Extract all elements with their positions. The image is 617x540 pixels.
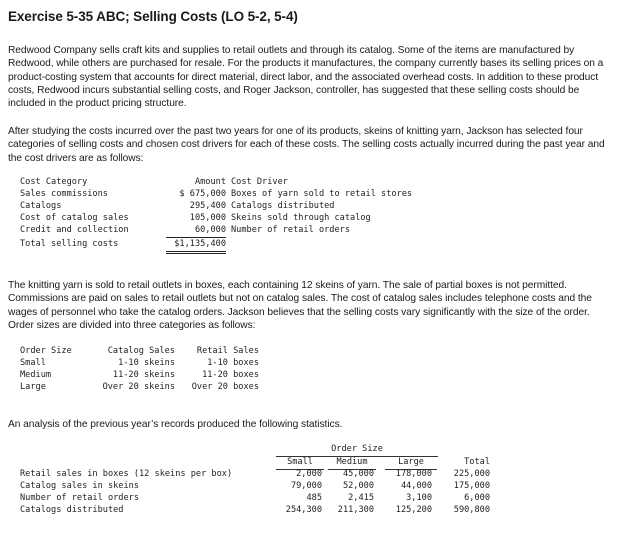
total-header: Total [464, 457, 490, 467]
stats-row-label: Retail sales in boxes (12 skeins per box) [20, 469, 233, 479]
order-size-label: Small [20, 358, 46, 368]
stats-total-value: 6,000 [464, 493, 490, 503]
cost-row-amount: $ 675,000 [179, 189, 226, 199]
cost-row-category: Sales commissions [20, 189, 108, 199]
order-size-label: Medium [20, 370, 52, 380]
retail-sales-range: Over 20 boxes [191, 382, 259, 392]
stats-total-value: 225,000 [453, 469, 490, 479]
amount-header: Amount [194, 177, 226, 187]
catalog-sales-header: Catalog Sales [107, 346, 175, 356]
cost-row-amount: 295,400 [189, 201, 226, 211]
cost-row-category: Credit and collection [20, 225, 129, 235]
small-header: Small [276, 457, 324, 470]
order-size-paragraph: The knitting yarn is sold to retail outlets in boxes, each containing 12 skeins of yarn. The sale of partial boxes is not permitted. Commissions are paid on sales to retail outlets but not on catalog sales. The cost of catalog sales includes telephone costs and the wages of personnel who take the catalog orders. Jackson believes that the selling costs vary significantly with the size of the order. Order sizes are divided into three categories as follows: [8, 280, 592, 331]
cost-row-driver: Boxes of yarn sold to retail stores [231, 189, 413, 199]
catalog-sales-range: 11-20 skeins [112, 370, 175, 380]
stats-large-value: 125,200 [395, 505, 432, 515]
cost-row-driver: Skeins sold through catalog [231, 213, 371, 223]
cost-study-paragraph: After studying the costs incurred over the past two years for one of its products, skeins of knitting yarn, Jackson has selected four categories of selling costs and chosen cost drivers for each of these costs. The selling costs actually incurred during the past year and the cost drivers are as follows: [8, 126, 605, 164]
order-size-group-header: Order Size [276, 444, 438, 457]
stats-small-value: 79,000 [290, 481, 322, 491]
stats-small-value: 485 [306, 493, 322, 503]
stats-total-value: 590,800 [453, 505, 490, 515]
total-cost-label: Total selling costs [20, 239, 119, 249]
retail-sales-range: 1-10 boxes [207, 358, 259, 368]
cost-row-amount: 60,000 [166, 225, 226, 238]
catalog-sales-range: Over 20 skeins [102, 382, 175, 392]
cost-row-driver: Number of retail orders [231, 225, 350, 235]
stats-large-value: 3,100 [406, 493, 432, 503]
stats-row-label: Catalogs distributed [20, 505, 124, 515]
stats-medium-value: 45,000 [342, 469, 374, 479]
order-size-header: Order Size [20, 346, 72, 356]
stats-medium-value: 211,300 [337, 505, 374, 515]
exercise-title: Exercise 5-35 ABC; Selling Costs (LO 5-2, 5-4) [8, 9, 298, 24]
cost-driver-header: Cost Driver [231, 177, 288, 187]
stats-large-value: 178,000 [395, 469, 432, 479]
total-cost-amount: $1,135,400 [166, 239, 226, 254]
order-size-label: Large [20, 382, 46, 392]
stats-medium-value: 52,000 [342, 481, 374, 491]
stats-total-value: 175,000 [453, 481, 490, 491]
cost-row-driver: Catalogs distributed [231, 201, 335, 211]
medium-header: Medium [328, 457, 376, 470]
stats-row-label: Catalog sales in skeins [20, 481, 139, 491]
large-header: Large [385, 457, 437, 470]
retail-sales-header: Retail Sales [196, 346, 259, 356]
statistics-paragraph: An analysis of the previous year’s records produced the following statistics. [8, 419, 343, 430]
cost-row-amount: 105,000 [189, 213, 226, 223]
catalog-sales-range: 1-10 skeins [118, 358, 175, 368]
cost-row-category: Cost of catalog sales [20, 213, 129, 223]
stats-medium-value: 2,415 [348, 493, 374, 503]
stats-row-label: Number of retail orders [20, 493, 139, 503]
cost-row-category: Catalogs [20, 201, 62, 211]
retail-sales-range: 11-20 boxes [202, 370, 259, 380]
stats-small-value: 254,300 [285, 505, 322, 515]
cost-category-header: Cost Category [20, 177, 88, 187]
stats-large-value: 44,000 [400, 481, 432, 491]
intro-paragraph: Redwood Company sells craft kits and supplies to retail outlets and through its catalog. Some of the items are manufactured by Redwood, while others are purchased for resale. For the products it manufactures, the company currently bases its selling prices on a product-costing system that accounts for direct material, direct labor, and the associated overhead costs. In addition to these product costs, Redwood incurs substantial selling costs, and Roger Jackson, controller, has suggested that these selling costs should be included in the product pricing structure. [8, 45, 604, 110]
stats-small-value: 2,000 [296, 469, 322, 479]
